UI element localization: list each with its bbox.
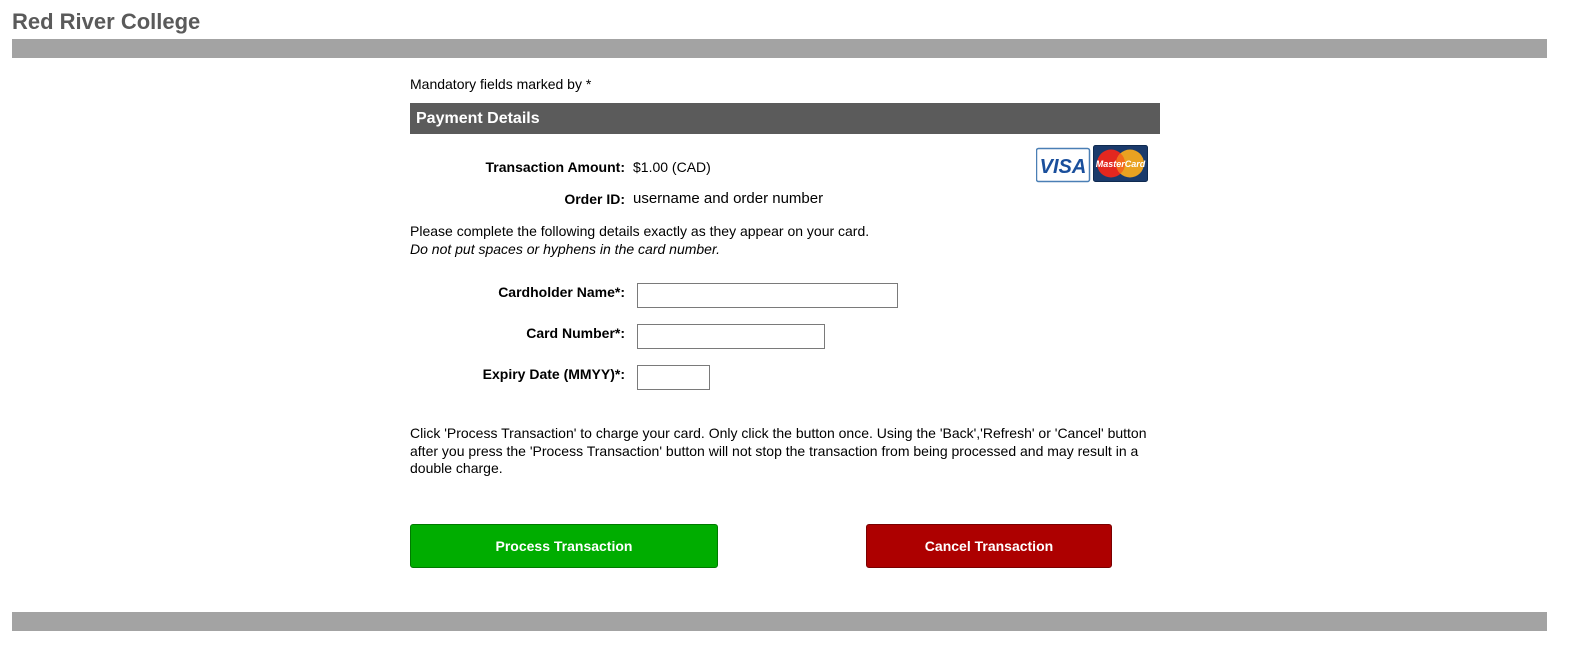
cardholder-name-input[interactable]	[637, 283, 898, 308]
svg-text:MasterCard: MasterCard	[1095, 159, 1146, 169]
instructions	[410, 222, 869, 258]
order-id-label: Order ID:	[564, 191, 625, 207]
instruction-hint: Do not put spaces or hyphens in the card number.	[410, 241, 720, 257]
expiry-date-input[interactable]	[637, 365, 710, 390]
cardholder-name-row	[410, 283, 1160, 309]
card-number-label: Card Number*:	[526, 325, 625, 341]
section-header-payment-details: Payment Details	[410, 103, 1160, 134]
visa-logo-icon	[1037, 149, 1090, 182]
mastercard-logo-icon	[1094, 146, 1148, 182]
expiry-date-row	[410, 365, 1160, 391]
footer-bar	[12, 612, 1547, 631]
double-charge-warning: Click 'Process Transaction' to charge your card. Only click the button once. Using the 'Back','Refresh' or 'Cancel' button after you press the 'Process Transaction' button will not stop the transaction from being processed and may result in a double charge.	[410, 425, 1147, 476]
card-number-input[interactable]	[637, 324, 825, 349]
expiry-date-label: Expiry Date (MMYY)*:	[482, 366, 625, 382]
mandatory-note: Mandatory fields marked by *	[410, 76, 592, 92]
process-transaction-button[interactable]: Process Transaction	[410, 524, 718, 568]
accepted-cards-icon	[1036, 145, 1148, 183]
cancel-transaction-button[interactable]: Cancel Transaction	[866, 524, 1112, 568]
cardholder-name-label: Cardholder Name*:	[498, 284, 625, 300]
order-id-value: username and order number	[633, 190, 824, 207]
payment-form	[410, 0, 1160, 670]
card-logos	[1036, 145, 1148, 183]
instruction-line: Please complete the following details exactly as they appear on your card.	[410, 223, 870, 239]
college-name: Red River College	[12, 9, 201, 34]
transaction-amount-value: $1.00 (CAD)	[633, 159, 711, 175]
transaction-amount-label: Transaction Amount:	[485, 159, 625, 175]
card-number-row	[410, 324, 1160, 350]
svg-text:VISA: VISA	[1039, 156, 1087, 178]
